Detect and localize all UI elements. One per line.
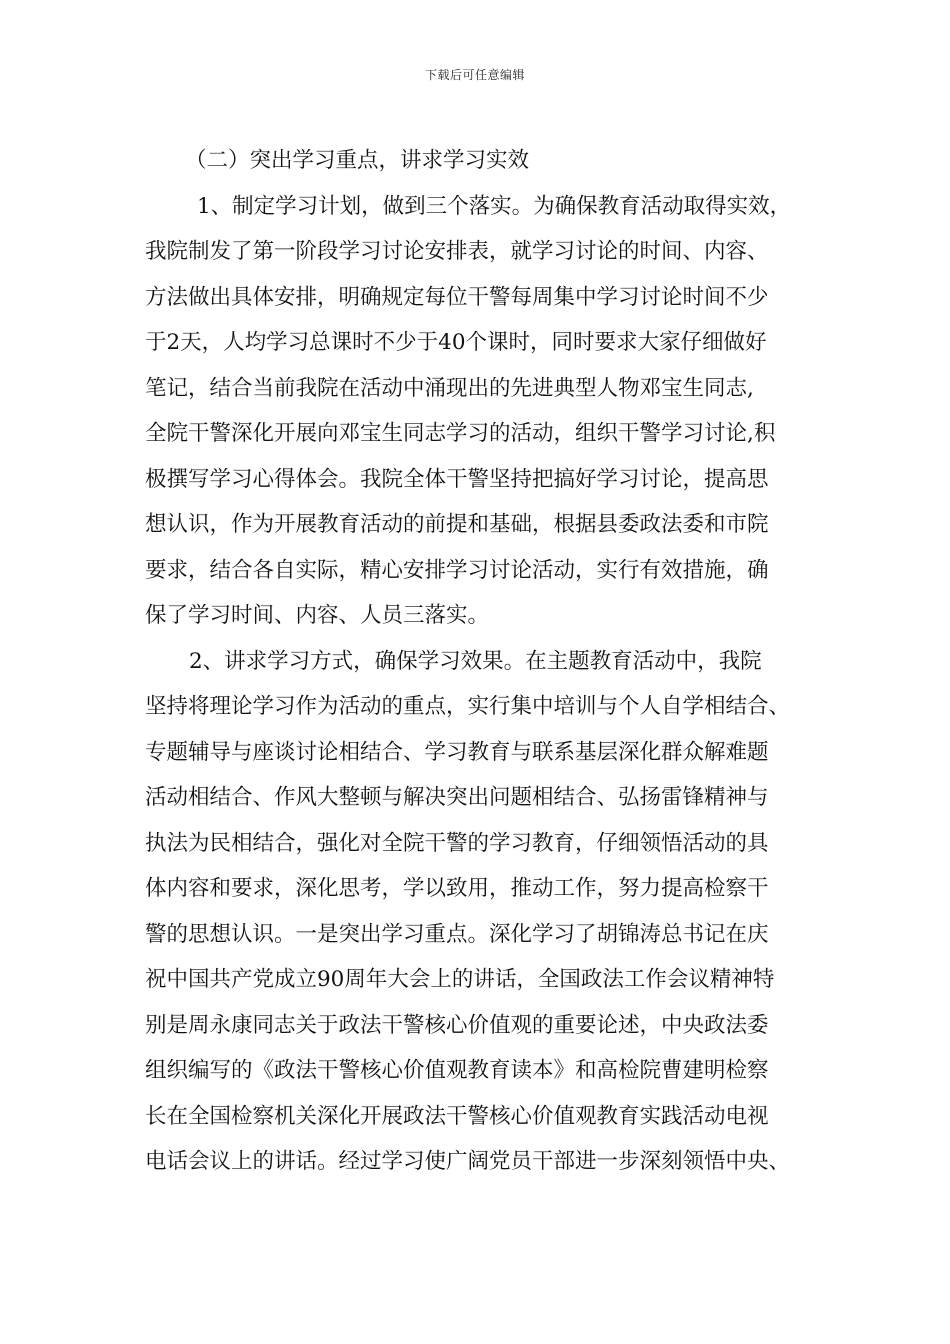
paragraph-2-line: 别是周永康同志关于政法干警核心价值观的重要论述，中央政法委 — [145, 1012, 769, 1038]
paragraph-2-line: 坚持将理论学习作为活动的重点，实行集中培训与个人自学相结合、 — [145, 694, 791, 719]
paragraph-2-line: 2、讲求学习方式，确保学习效果。在主题教育活动中，我院 — [189, 648, 762, 674]
paragraph-1-line: 全院干警深化开展向邓宝生同志学习的活动，组织干警学习讨论,积 — [145, 421, 776, 446]
paragraph-2-line: 专题辅导与座谈讨论相结合、学习教育与联系基层深化群众解难题 — [145, 739, 769, 765]
paragraph-1-line: 1、制定学习计划，做到三个落实。为确保教育活动取得实效， — [197, 193, 792, 219]
paragraph-1-line: 想认识，作为开展教育活动的前提和基础，根据县委政法委和市院 — [145, 512, 769, 537]
paragraph-2-line: 组织编写的《政法干警核心价值观教育读本》和高检院曹建明检察 — [145, 1058, 769, 1083]
paragraph-2-line: 警的思想认识。一是突出学习重点。深化学习了胡锦涛总书记在庆 — [145, 921, 769, 947]
page-header-note: 下载后可任意编辑 — [424, 68, 525, 82]
document-body — [145, 138, 805, 1185]
paragraph-2-line: 电话会议上的讲话。经过学习使广阔党员干部进一步深刻领悟中央、 — [145, 1149, 791, 1174]
paragraph-2-line: 长在全国检察机关深化开展政法干警核心价值观教育实践活动电视 — [145, 1103, 769, 1129]
section-heading: （二）突出学习重点，讲求学习实效 — [185, 148, 530, 173]
paragraph-1-line: 于2天，人均学习总课时不少于40个课时，同时要求大家仔细做好 — [145, 330, 767, 355]
paragraph-1-line: 极撰写学习心得体会。我院全体干警坚持把搞好学习讨论，提高思 — [145, 466, 769, 492]
paragraph-1-line: 要求，结合各自实际，精心安排学习讨论活动，实行有效措施，确 — [145, 557, 769, 583]
paragraph-2-line: 活动相结合、作风大整顿与解决突出问题相结合、弘扬雷锋精神与 — [145, 785, 769, 810]
paragraph-1-line: 我院制发了第一阶段学习讨论安排表，就学习讨论的时间、内容、 — [145, 239, 769, 264]
paragraph-1-line: 笔记，结合当前我院在活动中涌现出的先进典型人物邓宝生同志, — [145, 375, 754, 401]
paragraph-2-line: 体内容和要求，深化思考，学以致用，推动工作，努力提高检察干 — [145, 876, 769, 901]
paragraph-1-line: 保了学习时间、内容、人员三落实。 — [145, 603, 490, 628]
paragraph-2-line: 祝中国共产党成立90周年大会上的讲话，全国政法工作会议精神特 — [145, 967, 775, 992]
paragraph-2-line: 执法为民相结合，强化对全院干警的学习教育，仔细领悟活动的具 — [145, 830, 769, 856]
paragraph-1-line: 方法做出具体安排，明确规定每位干警每周集中学习讨论时间不少 — [145, 284, 769, 310]
